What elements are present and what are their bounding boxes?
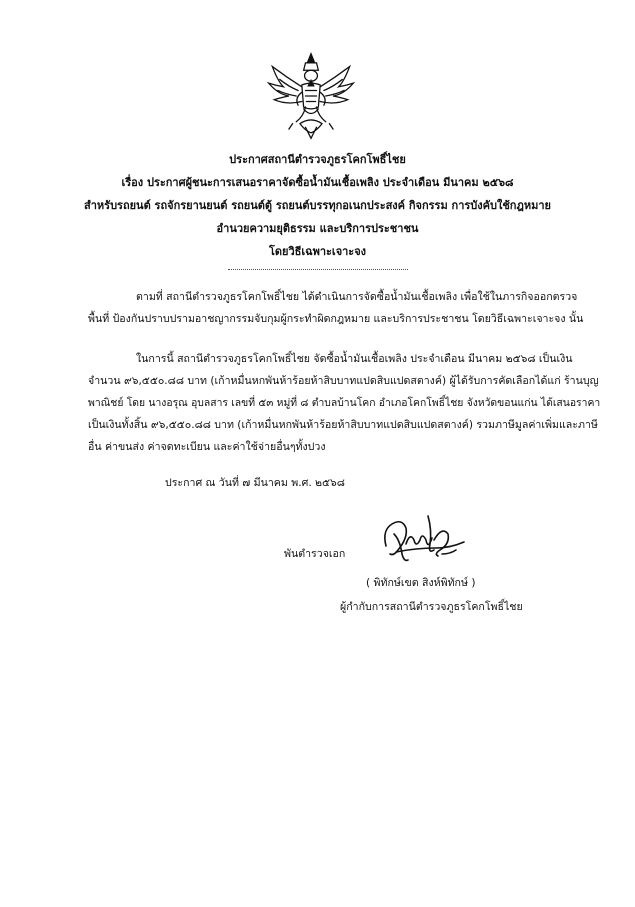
procurement-method: โดยวิธีเฉพาะเจาะจง xyxy=(268,245,367,258)
paragraph-2-line-1: ในการนี้ สถานีตำรวจภูธรโคกโพธิ์ไชย จัดซื้อน้ำมันเชื้อเพลิง ประจำเดือน มีนาคม ๒๕๖๘ เป็นเงิน xyxy=(136,353,573,365)
handwritten-signature-icon xyxy=(376,510,468,568)
paragraph-1-line-2: พื้นที่ ป้องกันปราบปรามอาชญากรรมจับกุมผู้กระทำผิดกฎหมาย และบริการประชาชน โดยวิธีเฉพาะเจาะจง นั้น xyxy=(88,313,584,325)
paragraph-2-line-4: เป็นเงินทั้งสิ้น ๙๖,๕๕๐.๘๘ บาท (เก้าหมื่นหกพันห้าร้อยห้าสิบบาทแปดสิบแปดสตางค์) รวมภาษีมูลค่าเพิ่มและภาษี xyxy=(88,419,598,431)
garuda-emblem-icon xyxy=(265,50,357,142)
notice-subject: เรื่อง ประกาศผู้ชนะการเสนอราคาจัดซื้อน้ำมันเชื้อเพลิง ประจำเดือน มีนาคม ๒๕๖๘ xyxy=(121,176,514,189)
header-divider xyxy=(228,269,408,270)
paragraph-1-line-1: ตามที่ สถานีตำรวจภูธรโคกโพธิ์ไชย ได้ดำเนินการจัดซื้อน้ำมันเชื้อเพลิง เพื่อใช้ในภารกิจออกตรวจ xyxy=(136,291,578,303)
paragraph-2-line-2: จำนวน ๙๖,๕๕๐.๘๘ บาท (เก้าหมื่นหกพันห้าร้อยห้าสิบบาทแปดสิบแปดสตางค์) ผู้ได้รับการคัดเลือกได้แก่ ร้านบุญ xyxy=(88,375,599,387)
signatory-rank: พันตำรวจเอก xyxy=(284,548,346,560)
announcement-date: ประกาศ ณ วันที่ ๗ มีนาคม พ.ศ. ๒๕๖๘ xyxy=(165,477,345,489)
notice-title: ประกาศสถานีตำรวจภูธรโคกโพธิ์ไชย xyxy=(229,153,406,166)
notice-scope: สำหรับรถยนต์ รถจักรยานยนต์ รถยนต์ตู้ รถยนต์บรรทุกอเนกประสงค์ กิจกรรม การบังคับใช้กฎหมาย xyxy=(84,199,551,212)
paragraph-2-line-3: พาณิชย์ โดย นางอรุณ อุบลสาร เลขที่ ๕๓ หมู่ที่ ๘ ตำบลบ้านโคก อำเภอโคกโพธิ์ไชย จังหวัดขอนแก่น ได้เสนอราคา xyxy=(88,397,601,409)
signatory-position: ผู้กำกับการสถานีตำรวจภูธรโคกโพธิ์ไชย xyxy=(340,601,523,613)
signatory-name: ( พิทักษ์เขต สิงห์พิทักษ์ ) xyxy=(366,577,476,589)
paragraph-2-line-5: อื่น ค่าขนส่ง ค่าจดทะเบียน และค่าใช้จ่ายอื่นๆทั้งปวง xyxy=(88,441,326,453)
notice-scope-continued: อำนวยความยุติธรรม และบริการประชาชน xyxy=(216,222,419,235)
